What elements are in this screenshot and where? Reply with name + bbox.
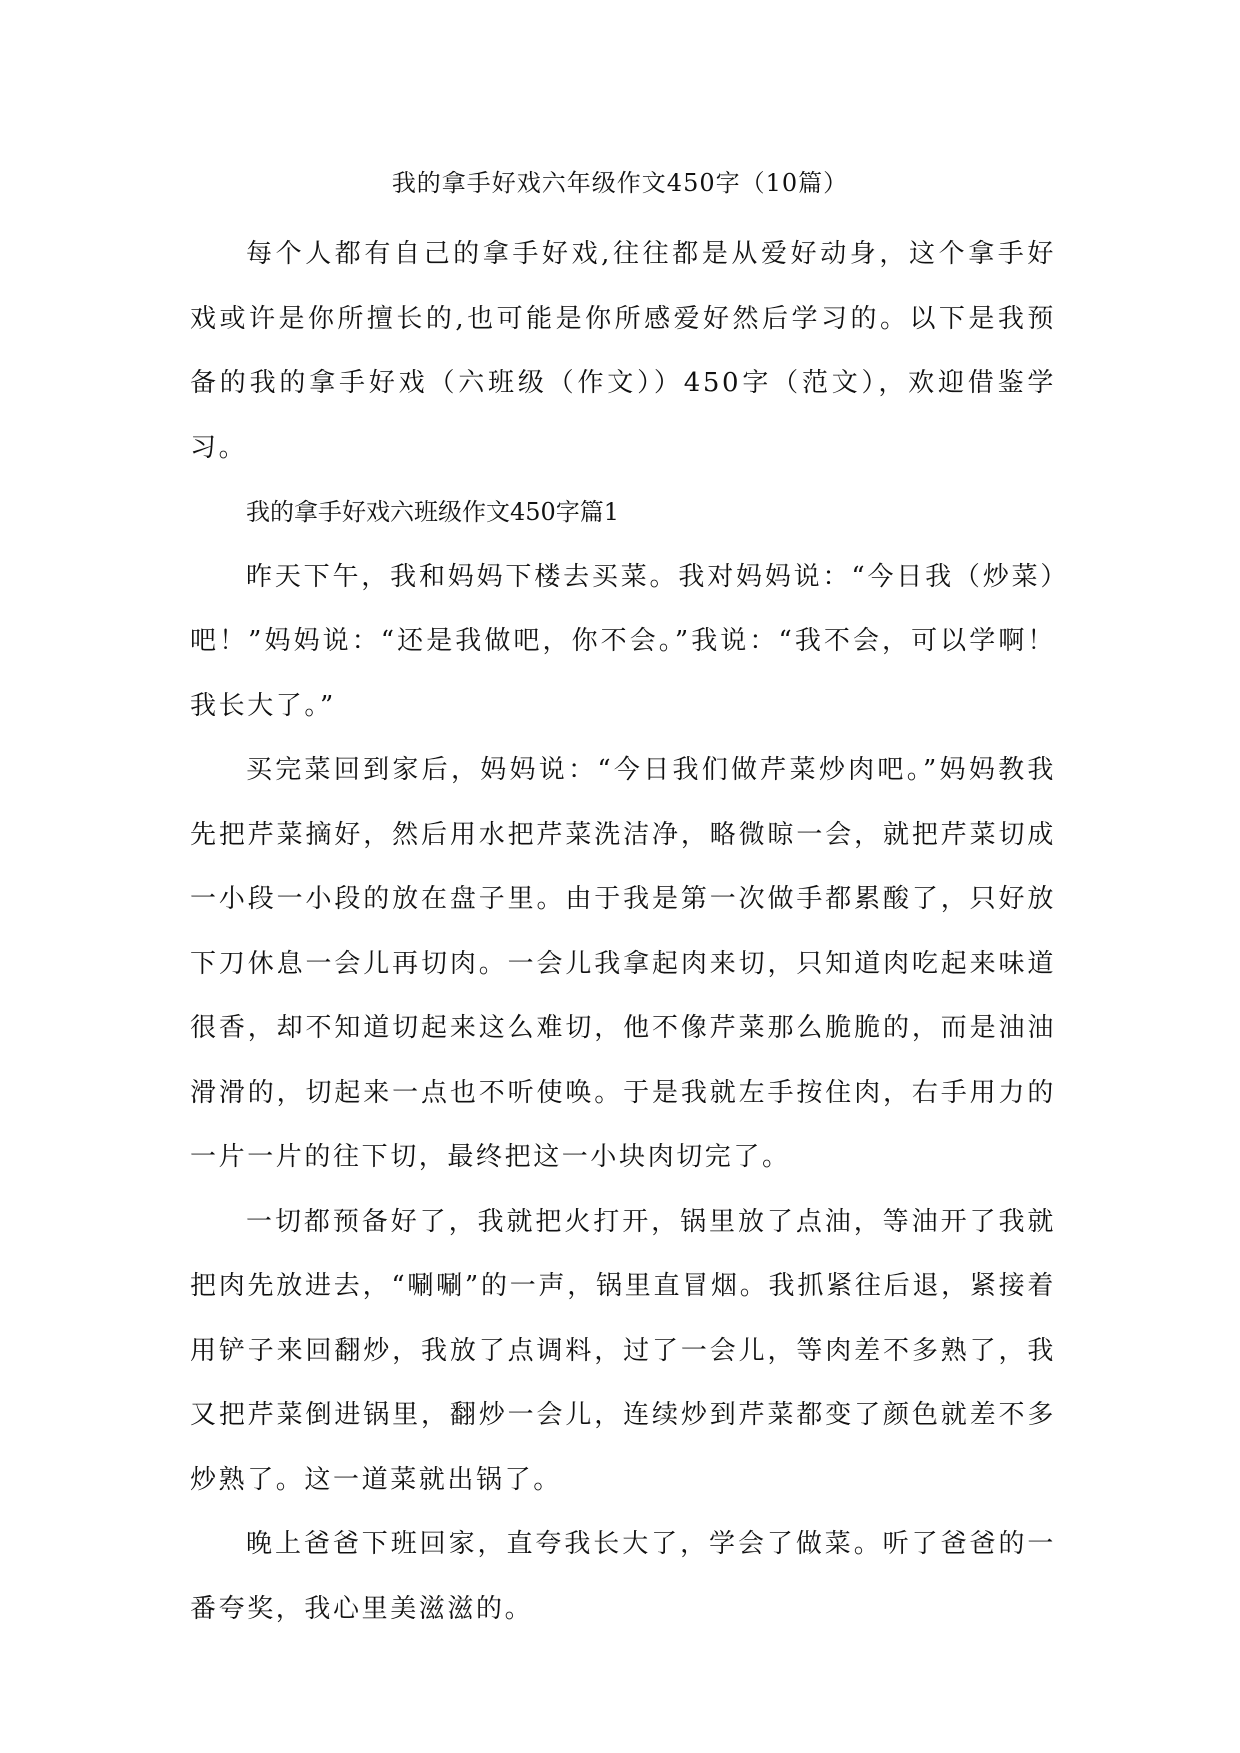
body-paragraph: 昨天下午，我和妈妈下楼去买菜。我对妈妈说：“今日我（炒菜）吧！”妈妈说：“还是我做吧，你不会。”我说：“我不会，可以学啊！我长大了。” [190, 561, 1056, 721]
section-heading: 我的拿手好戏六班级作文450字篇1 [246, 498, 620, 526]
body-paragraph: 一切都预备好了，我就把火打开，锅里放了点油，等油开了我就把肉先放进去，“唰唰”的一声，锅里直冒烟。我抓紧往后退，紧接着用铲子来回翻炒，我放了点调料，过了一会儿，等肉差不多熟了，我又把芹菜倒进锅里，翻炒一会儿，连续炒到芹菜都变了颜色就差不多炒熟了。这一道菜就出锅了。 [190, 1206, 1056, 1495]
document-body [190, 222, 1056, 1641]
document-title: 我的拿手好戏六年级作文450字（10篇） [391, 169, 849, 197]
body-paragraph: 晚上爸爸下班回家，直夸我长大了，学会了做菜。听了爸爸的一番夸奖，我心里美滋滋的。 [190, 1529, 1056, 1624]
intro-paragraph: 每个人都有自己的拿手好戏,往往都是从爱好动身，这个拿手好戏或许是你所擅长的,也可能是你所感爱好然后学习的。以下是我预备的我的拿手好戏（六班级（作文））450字（范文），欢迎借鉴学习。 [190, 239, 1056, 463]
body-paragraph: 买完菜回到家后，妈妈说：“今日我们做芹菜炒肉吧。”妈妈教我先把芹菜摘好，然后用水把芹菜洗洁净，略微晾一会，就把芹菜切成一小段一小段的放在盘子里。由于我是第一次做手都累酸了，只好放下刀休息一会儿再切肉。一会儿我拿起肉来切，只知道肉吃起来味道很香，却不知道切起来这么难切，他不像芹菜那么脆脆的，而是油油滑滑的，切起来一点也不听使唤。于是我就左手按住肉，右手用力的一片一片的往下切，最终把这一小块肉切完了。 [190, 755, 1056, 1172]
